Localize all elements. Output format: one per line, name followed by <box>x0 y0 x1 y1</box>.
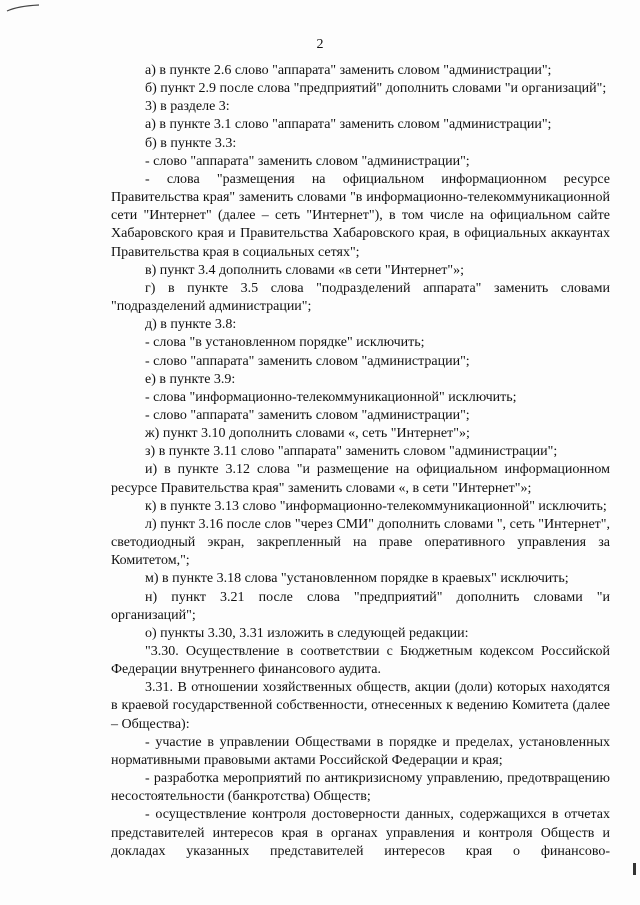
paragraph: з) в пункте 3.11 слово "аппарата" заменить словом "администрации"; <box>145 444 558 460</box>
paragraph: 3.31. В отношении хозяйственных обществ, акции (доли) которых находятся в краевой государственной собственности, отнесенных к ведению Комитета (далее – Общества): <box>111 680 610 732</box>
paragraph: в) пункт 3.4 дополнить словами «в сети "Интернет"»; <box>145 262 464 278</box>
paragraph: а) в пункте 3.1 слово "аппарата" заменить словом "администрации"; <box>145 117 552 133</box>
paragraph: - слово "аппарата" заменить словом "администрации"; <box>145 153 470 169</box>
paragraph: б) пункт 2.9 после слова "предприятий" дополнить словами "и организаций"; <box>145 81 607 97</box>
paragraph: "3.30. Осуществление в соответствии с Бюджетным кодексом Российской Федерации внутреннего финансового аудита. <box>111 644 610 678</box>
paragraph: а) в пункте 2.6 слово "аппарата" заменить словом "администрации"; <box>145 63 552 78</box>
paragraph: к) в пункте 3.13 слово "информационно-телекоммуникационной" исключить; <box>145 498 607 514</box>
paragraph: л) пункт 3.16 после слов "через СМИ" дополнить словами ", сеть "Интернет", светодиодный экран, закрепленный на праве оперативного управления за Комитетом,"; <box>111 516 610 569</box>
paragraph: м) в пункте 3.18 слова "установленном порядке в краевых" исключить; <box>145 571 569 587</box>
page-number: 2 <box>316 37 324 52</box>
paragraph: - слово "аппарата" заменить словом "администрации"; <box>145 353 470 369</box>
paragraph: - разработка мероприятий по антикризисному управлению, предотвращению несостоятельности (банкротства) Обществ; <box>111 771 610 805</box>
paragraph: - слова "размещения на официальном информационном ресурсе Правительства края" заменить словами "в информационно-телекоммуникационной сети "Интернет" (далее – сеть "Интернет"), в том числе на официальном сайте Хабаровского края и Правительства Хабаровского края, в официальных аккаунтах Правительства края в социальных сетях"; <box>111 171 610 260</box>
paragraph: ж) пункт 3.10 дополнить словами «, сеть "Интернет"»; <box>145 426 470 442</box>
paragraph: - слова "в установленном порядке" исключить; <box>145 335 425 351</box>
paragraph: д) в пункте 3.8: <box>145 317 237 333</box>
scan-mark <box>6 4 40 12</box>
paragraph: г) в пункте 3.5 слова "подразделений аппарата" заменить словами "подразделений администрации"; <box>111 280 610 315</box>
paragraph: - слово "аппарата" заменить словом "администрации"; <box>145 407 470 423</box>
paragraph: - участие в управлении Обществами в порядке и пределах, установленных нормативными правовыми актами Российской Федерации и края; <box>111 734 610 768</box>
scan-edge-mark <box>633 863 636 875</box>
paragraph: б) в пункте 3.3: <box>145 135 237 151</box>
paragraph: н) пункт 3.21 после слова "предприятий" дополнить словами "и организаций"; <box>111 589 610 623</box>
paragraph: е) в пункте 3.9: <box>145 371 236 387</box>
paragraph: о) пункты 3.30, 3.31 изложить в следующей редакции: <box>145 625 469 641</box>
paragraph: - осуществление контроля достоверности данных, содержащихся в отчетах представителей интересов края в органах управления и контроля Обществ и докладах указанных представителей интересов края о финансово- <box>111 807 610 859</box>
document-body <box>111 62 610 861</box>
paragraph: - слова "информационно-телекоммуникационной" исключить; <box>145 389 517 405</box>
paragraph: и) в пункте 3.12 слова "и размещение на официальном информационном ресурсе Правительства края" заменить словами «, в сети "Интернет"»; <box>111 462 610 496</box>
paragraph: 3) в разделе 3: <box>145 99 230 115</box>
